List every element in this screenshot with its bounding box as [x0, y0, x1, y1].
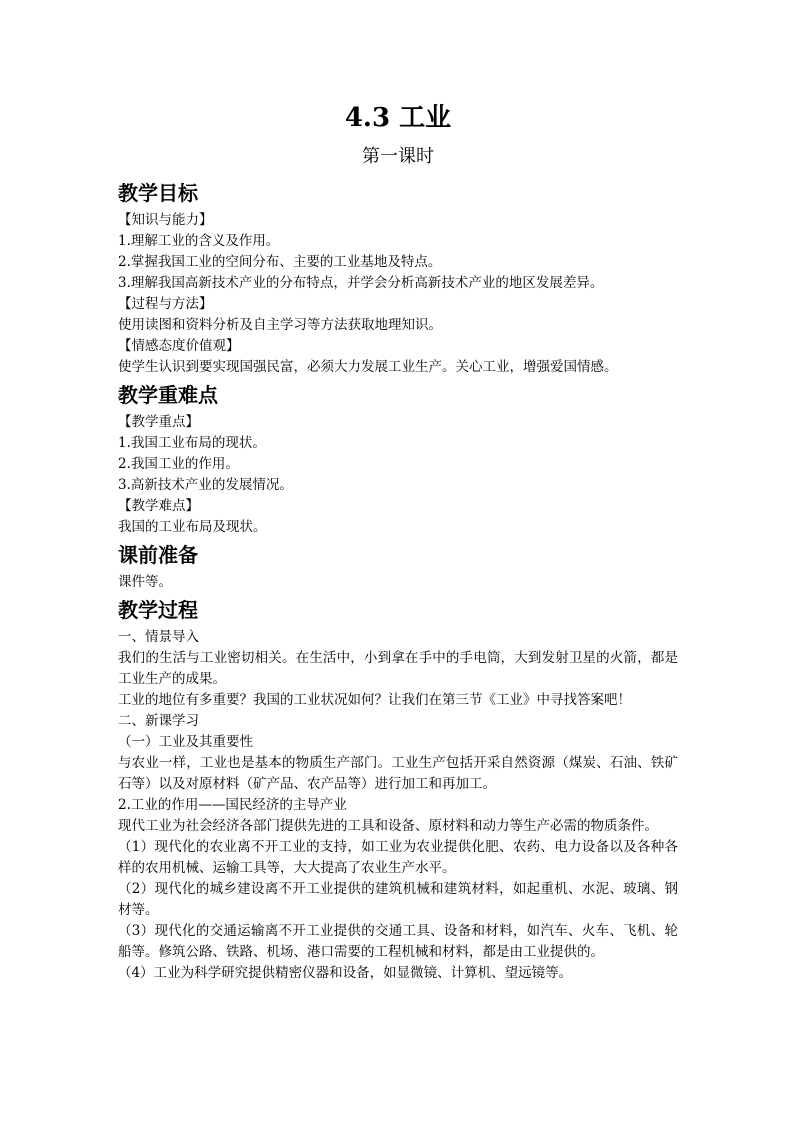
list-item: 3.理解我国高新技术产业的分布特点，并学会分析高新技术产业的地区发展差异。: [118, 275, 604, 291]
list-item: 3.高新技术产业的发展情况。: [118, 477, 293, 493]
paragraph: 现代工业为社会经济各部门提供先进的工具和设备、原材料和动力等生产必需的物质条件。: [118, 818, 658, 834]
paragraph: （1）现代化的农业离不开工业的支持，如工业为农业提供化肥、农药、电力设备以及各种各样的农用机械、运输工具等，大大提高了农业生产水平。: [118, 839, 678, 876]
section-teaching-process: [118, 595, 678, 984]
document-content: [118, 100, 678, 984]
paragraph: 工业的地位有多重要？我国的工业状况如何？让我们在第三节《工业》中寻找答案吧！: [118, 692, 631, 708]
list-item: 2.我国工业的作用。: [118, 456, 239, 472]
paragraph: 课件等。: [118, 574, 172, 590]
section-teaching-goals: [118, 178, 678, 378]
section-heading: 课前准备: [118, 543, 198, 567]
section-preparation: [118, 540, 678, 593]
paragraph: 使用读图和资料分析及自主学习等方法获取地理知识。: [118, 317, 442, 333]
document-subtitle: 第一课时: [362, 146, 434, 167]
paragraph: （4）工业为科学研究提供精密仪器和设备，如显微镜、计算机、望远镜等。: [118, 965, 573, 981]
subheading-intro: 一、情景导入: [118, 629, 199, 645]
paragraph: 我们的生活与工业密切相关。在生活中，小到拿在手中的手电筒，大到发射卫星的火箭，都是工业生产的成果。: [118, 650, 678, 687]
section-heading: 教学重难点: [118, 383, 218, 407]
list-item: 1.理解工业的含义及作用。: [118, 233, 280, 249]
subheading-knowledge: 【知识与能力】: [118, 212, 213, 228]
paragraph: 使学生认识到要实现国强民富，必须大力发展工业生产。关心工业，增强爱国情感。: [118, 359, 618, 375]
subheading-key: 【教学重点】: [118, 414, 199, 430]
subheading-new-lesson: 二、新课学习: [118, 713, 199, 729]
paragraph: （2）现代化的城乡建设离不开工业提供的建筑机械和建筑材料，如起重机、水泥、玻璃、钢材等。: [118, 881, 678, 918]
section-heading: 教学目标: [118, 181, 198, 205]
paragraph: （3）现代化的交通运输离不开工业提供的交通工具、设备和材料，如汽车、火车、飞机、轮船等。修筑公路、铁路、机场、港口需要的工程机械和材料，都是由工业提供的。: [118, 923, 678, 960]
subheading-difficult: 【教学难点】: [118, 498, 199, 514]
subheading-values: 【情感态度价值观】: [118, 338, 240, 354]
paragraph: 与农业一样，工业也是基本的物质生产部门。工业生产包括开采自然资源（煤炭、石油、铁矿石等）以及对原材料（矿产品、农产品等）进行加工和再加工。: [118, 755, 678, 792]
section-key-points: [118, 380, 678, 538]
subheading-industry: （一）工业及其重要性: [118, 734, 253, 750]
subheading-role: 2.工业的作用——国民经济的主导产业: [118, 797, 347, 813]
subheading-process: 【过程与方法】: [118, 296, 213, 312]
section-heading: 教学过程: [118, 598, 198, 622]
paragraph: 我国的工业布局及现状。: [118, 519, 267, 535]
list-item: 1.我国工业布局的现状。: [118, 435, 266, 451]
document-title: 4.3 工业: [344, 103, 452, 133]
list-item: 2.掌握我国工业的空间分布、主要的工业基地及特点。: [118, 254, 442, 270]
